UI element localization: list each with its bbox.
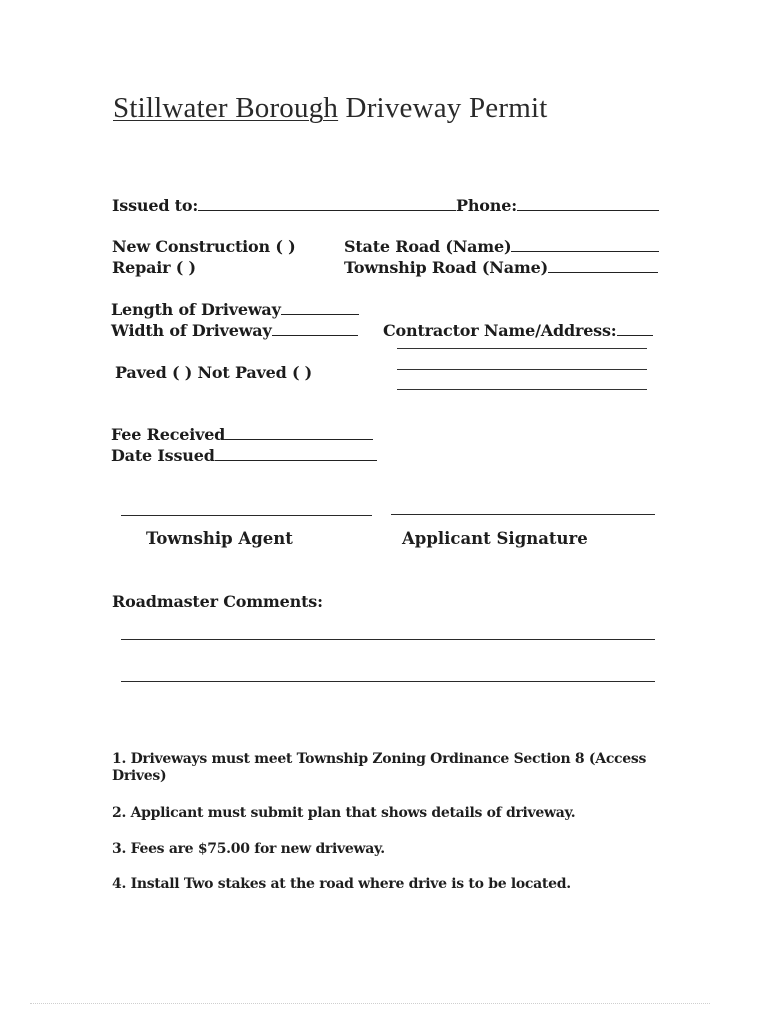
contractor-field-inline[interactable] bbox=[617, 321, 653, 336]
comments-line-2[interactable] bbox=[121, 681, 655, 682]
note-1-continued: Drives) bbox=[112, 768, 167, 784]
date-row bbox=[111, 446, 377, 465]
state-road-row bbox=[344, 237, 659, 256]
comments-line-1[interactable] bbox=[121, 639, 655, 640]
issued-to-row bbox=[112, 196, 659, 215]
phone-label: Phone: bbox=[456, 196, 517, 215]
contractor-label: Contractor Name/Address: bbox=[383, 321, 617, 340]
phone-field[interactable] bbox=[517, 196, 659, 211]
length-field[interactable] bbox=[281, 300, 359, 315]
fee-received-label: Fee Received bbox=[111, 425, 226, 444]
note-3: 3. Fees are $75.00 for new driveway. bbox=[112, 841, 385, 857]
width-label: Width of Driveway bbox=[111, 321, 272, 340]
title-permit: Driveway Permit bbox=[338, 92, 548, 124]
note-2: 2. Applicant must submit plan that shows details of driveway. bbox=[112, 805, 576, 821]
issued-to-field[interactable] bbox=[198, 196, 456, 211]
applicant-signature-label: Applicant Signature bbox=[402, 529, 588, 548]
new-construction-option[interactable]: New Construction ( ) bbox=[112, 237, 296, 256]
width-row bbox=[111, 321, 358, 340]
repair-option[interactable]: Repair ( ) bbox=[112, 258, 196, 277]
length-row bbox=[111, 300, 359, 319]
township-agent-label: Township Agent bbox=[146, 529, 293, 548]
date-issued-label: Date Issued bbox=[111, 446, 215, 465]
issued-to-label: Issued to: bbox=[112, 196, 199, 215]
fee-received-field[interactable] bbox=[225, 425, 373, 440]
state-road-field[interactable] bbox=[511, 237, 659, 252]
contractor-row bbox=[383, 321, 653, 340]
length-label: Length of Driveway bbox=[111, 300, 281, 319]
date-issued-field[interactable] bbox=[215, 446, 377, 461]
township-road-field[interactable] bbox=[548, 258, 658, 273]
paved-option[interactable]: Paved ( ) Not Paved ( ) bbox=[115, 363, 313, 382]
title-borough: Stillwater Borough bbox=[113, 92, 339, 124]
note-4: 4. Install Two stakes at the road where drive is to be located. bbox=[112, 876, 571, 892]
contractor-line-2[interactable] bbox=[397, 369, 647, 370]
contractor-line-1[interactable] bbox=[397, 348, 647, 349]
state-road-label: State Road (Name) bbox=[344, 237, 512, 256]
scan-artifact-line bbox=[30, 1003, 710, 1004]
form-title bbox=[113, 92, 547, 125]
fee-row bbox=[111, 425, 373, 444]
contractor-line-3[interactable] bbox=[397, 389, 647, 390]
width-field[interactable] bbox=[272, 321, 358, 336]
township-road-label: Township Road (Name) bbox=[344, 258, 548, 277]
township-road-row bbox=[344, 258, 658, 277]
township-agent-signature-line[interactable] bbox=[121, 515, 372, 516]
roadmaster-comments-label: Roadmaster Comments: bbox=[112, 592, 323, 611]
note-1: 1. Driveways must meet Township Zoning Ordinance Section 8 (Access bbox=[112, 751, 647, 767]
applicant-signature-line[interactable] bbox=[391, 514, 655, 515]
